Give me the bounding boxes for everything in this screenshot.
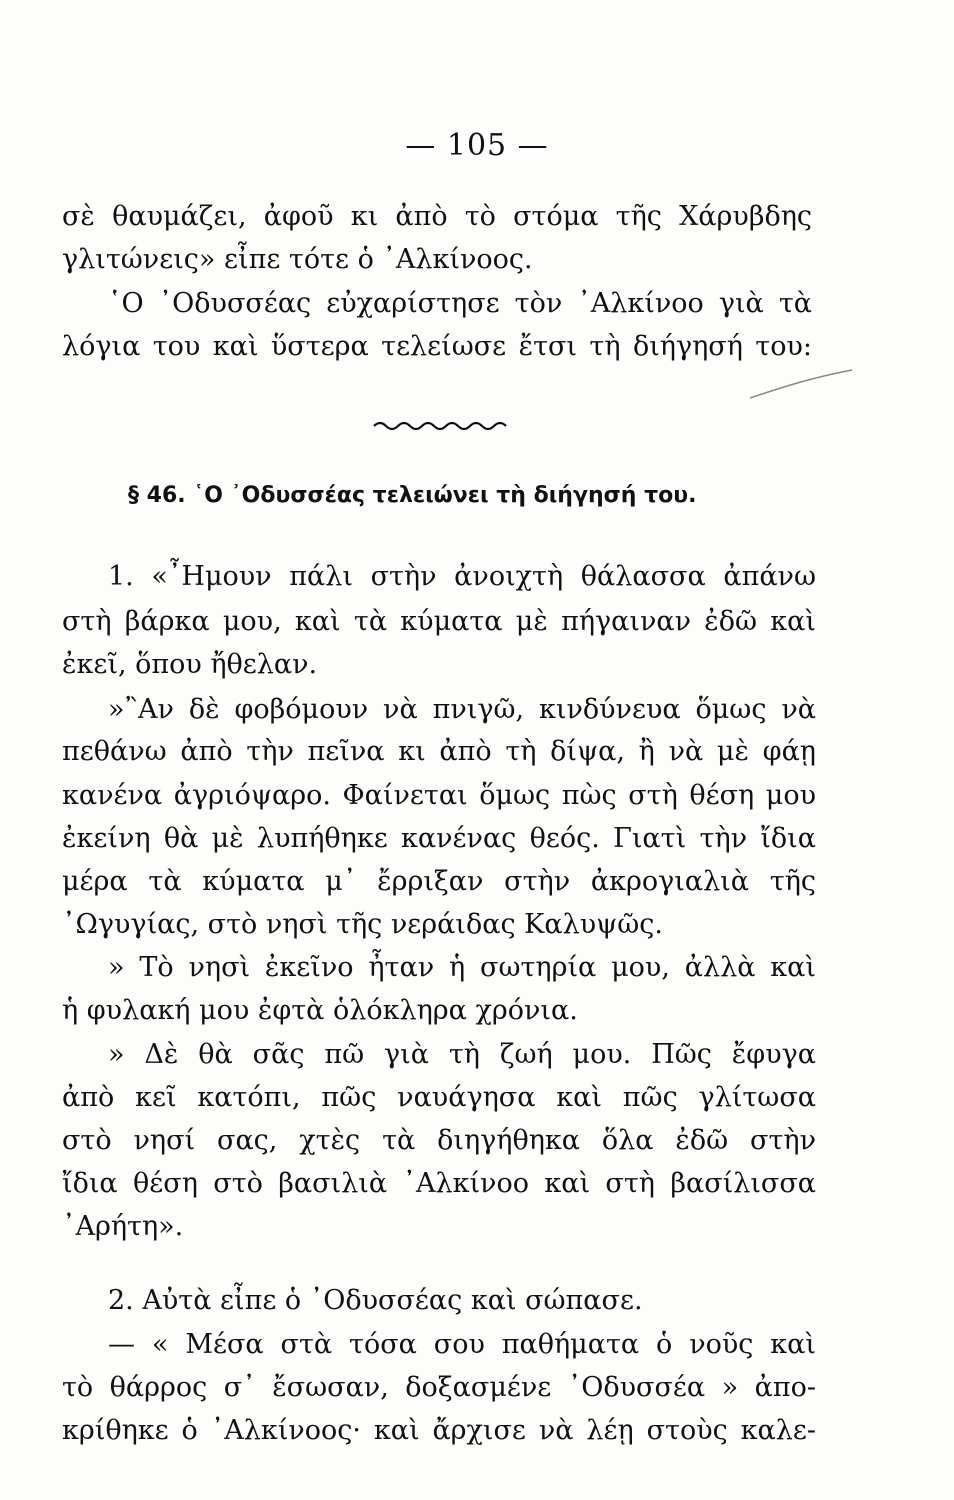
page-number: — 105 — [405, 128, 549, 163]
text-line: ἐκεῖ, ὅπου ἤθελαν. [62, 649, 318, 680]
text-line: ἡ φυλακή μου ἐφτὰ ὁλόκληρα χρόνια. [62, 995, 578, 1026]
text-line: ᾿Ωγυγίας, στὸ νησὶ τῆς νεράιδας Καλυψῶς. [62, 909, 664, 940]
text-line: γλιτώνεις» εἶπε τότε ὁ ᾿Αλκίνοος. [62, 244, 533, 275]
text-line: ἐκείνη θὰ μὲ λυπήθηκε κανένας θεός. Γιατὶ τὴν ἴδια [62, 823, 816, 854]
text-line: τὸ θάρρος σ᾿ ἔσωσαν, δοξασμένε ᾿Οδυσσέα » ἀπο- [62, 1372, 816, 1403]
text-line: μέρα τὰ κύματα μ᾿ ἔρριξαν στὴν ἀκρογιαλιὰ τῆς [62, 866, 816, 897]
text-line: ἀπὸ κεῖ κατόπι, πῶς ναυάγησα καὶ πῶς γλίτωσα [62, 1082, 816, 1113]
text-line: 2. Αὐτὰ εἶπε ὁ ᾿Οδυσσέας καὶ σώπασε. [108, 1285, 643, 1316]
text-line: στὸ νησί σας, χτὲς τὰ διηγήθηκα ὅλα ἐδῶ στὴν [62, 1125, 816, 1156]
text-line: ἴδια θέση στὸ βασιλιὰ ᾿Αλκίνοο καὶ στὴ βασίλισσα [62, 1168, 816, 1199]
text-line: κρίθηκε ὁ ᾿Αλκίνοος· καὶ ἄρχισε νὰ λέῃ στοὺς καλε- [62, 1415, 816, 1446]
text-line: κανένα ἀγριόψαρο. Φαίνεται ὅμως πὼς στὴ θέση μου [62, 780, 816, 811]
section-heading: § 46. ῾Ο ᾿Οδυσσέας τελειώνει τὴ διήγησή του. [128, 483, 697, 508]
pencil-mark [740, 360, 860, 410]
text-line: 1. «῏Ημουν πάλι στὴν ἀνοιχτὴ θάλασσα ἀπάνω [108, 561, 816, 592]
text-line: » Δὲ θὰ σᾶς πῶ γιὰ τὴ ζωή μου. Πῶς ἔφυγα [108, 1039, 816, 1070]
text-line: σὲ θαυμάζει, ἀφοῦ κι ἀπὸ τὸ στόμα τῆς Χάρυβδης [62, 201, 812, 232]
text-line: ῾Ο ᾿Οδυσσέας εὐχαρίστησε τὸν ᾿Αλκίνοο γιὰ τὰ [108, 288, 812, 319]
text-line: — « Μέσα στὰ τόσα σου παθήματα ὁ νοῦς καὶ [108, 1329, 816, 1360]
text-line: »῍Αν δὲ φοβόμουν νὰ πνιγῶ, κινδύνευα ὅμως νὰ [108, 694, 816, 725]
wavy-rule-ornament [372, 418, 512, 434]
text-line: » Τὸ νησὶ ἐκεῖνο ἦταν ἡ σωτηρία μου, ἀλλὰ καὶ [108, 952, 816, 983]
text-line: ᾿Αρήτη». [62, 1211, 184, 1242]
text-line: λόγια του καὶ ὕστερα τελείωσε ἔτσι τὴ διήγησή του: [62, 331, 812, 362]
text-line: πεθάνω ἀπὸ τὴν πεῖνα κι ἀπὸ τὴ δίψα, ἢ νὰ μὲ φάῃ [62, 736, 816, 767]
text-line: στὴ βάρκα μου, καὶ τὰ κύματα μὲ πήγαιναν ἐδῶ καὶ [62, 606, 816, 637]
